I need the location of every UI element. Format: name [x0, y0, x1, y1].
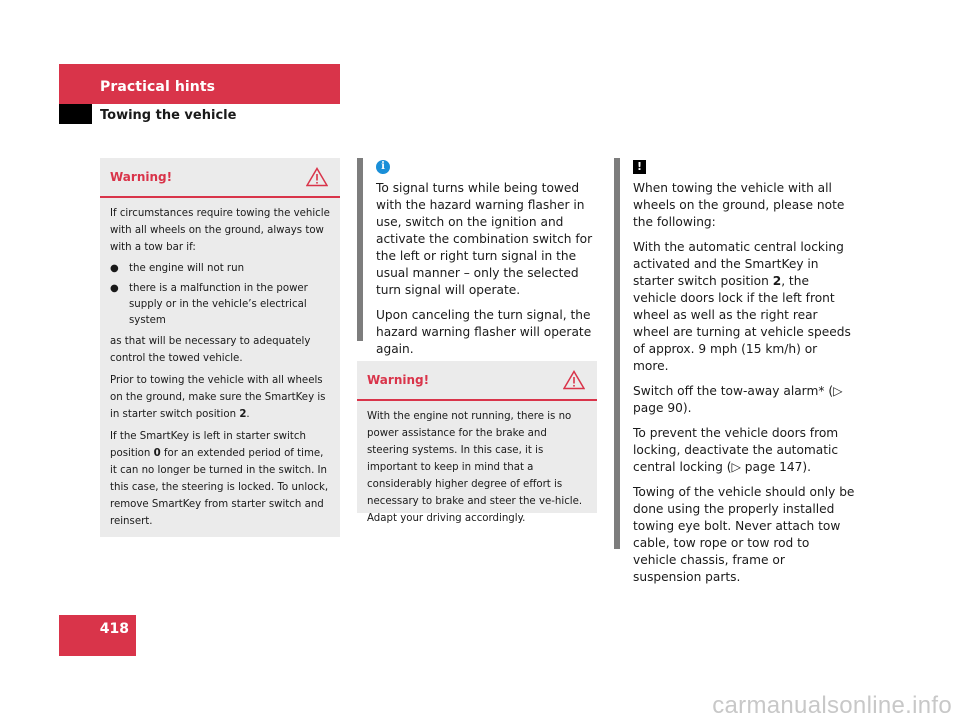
warning-body [100, 198, 340, 530]
warning-paragraph: If the SmartKey is left in starter switch position 0 for an extended period of time, it can no longer be turned in the switch. In this case, the steering is locked. To unlock, remove SmartKey from starter switch and reinsert. [110, 431, 329, 527]
list-item: ● the engine will not run [110, 261, 330, 277]
warning-body [357, 401, 597, 527]
warning-box-middle [357, 361, 597, 524]
info-paragraph: Upon canceling the turn signal, the hazard warning flasher will operate again. [376, 308, 592, 356]
warning-header [100, 158, 340, 198]
warning-title: Warning! [367, 373, 430, 387]
info-paragraph: To signal turns while being towed with the hazard warning flasher in use, switch on the ignition and activate the combination switch for the left or right turn signal in the usual manner – only the selected turn signal will operate. [376, 181, 593, 297]
warning-box-left [100, 158, 340, 537]
warning-text: With the engine not running, there is no power assistance for the brake and steering systems. In this case, it is important to keep in mind that a considerably higher degree of effort is necessary to brake and steer the ve-hicle. Adapt your driving accordingly. [367, 411, 583, 524]
caution-paragraph: To prevent the vehicle doors from locking, deactivate the automatic central locking (▷ page 147). [633, 426, 839, 474]
warning-title: Warning! [110, 170, 173, 184]
warning-intro: If circumstances require towing the vehicle with all wheels on the ground, always tow with a tow bar if: [110, 208, 330, 253]
bullet-dot-icon: ● [110, 283, 119, 294]
header-black-tab [59, 104, 92, 124]
warning-after-bullets: as that will be necessary to adequately control the towed vehicle. [110, 336, 311, 364]
caution-paragraph: When towing the vehicle with all wheels on the ground, please note the following: [633, 181, 845, 229]
subsection-title: Towing the vehicle [100, 108, 237, 123]
warning-paragraph: Prior to towing the vehicle with all wheels on the ground, make sure the SmartKey is in starter switch position 2. [110, 375, 326, 420]
section-title: Practical hints [100, 79, 216, 95]
section-header [59, 64, 340, 104]
bullet-dot-icon: ● [110, 263, 119, 274]
info-icon: i [376, 160, 390, 174]
caution-paragraph: Towing of the vehicle should only be done using the properly installed towing eye bolt. Never attach tow cable, tow rope or tow rod to vehicle chassis, frame or suspension parts. [633, 485, 855, 584]
caution-note-bar [614, 158, 620, 549]
caution-paragraph: Switch off the tow-away alarm* (▷ page 90). [633, 384, 843, 415]
page-number: 418 [59, 615, 136, 656]
exclamation-icon: ! [633, 160, 646, 174]
caution-paragraph: With the automatic central locking activated and the SmartKey in starter switch position 2, the vehicle doors lock if the left front wheel as well as the right rear wheel are turning at vehicle speeds of approx. 9 mph (15 km/h) or more. [633, 240, 851, 373]
caution-note [633, 160, 855, 594]
warning-triangle-icon [563, 370, 585, 390]
warning-header [357, 361, 597, 401]
list-item: ● there is a malfunction in the power supply or in the vehicle’s electrical system [110, 281, 330, 329]
info-note-bar [357, 158, 363, 341]
watermark-text: carmanualsonline.info [712, 692, 952, 719]
warning-triangle-icon [306, 167, 328, 187]
info-note [376, 160, 598, 366]
